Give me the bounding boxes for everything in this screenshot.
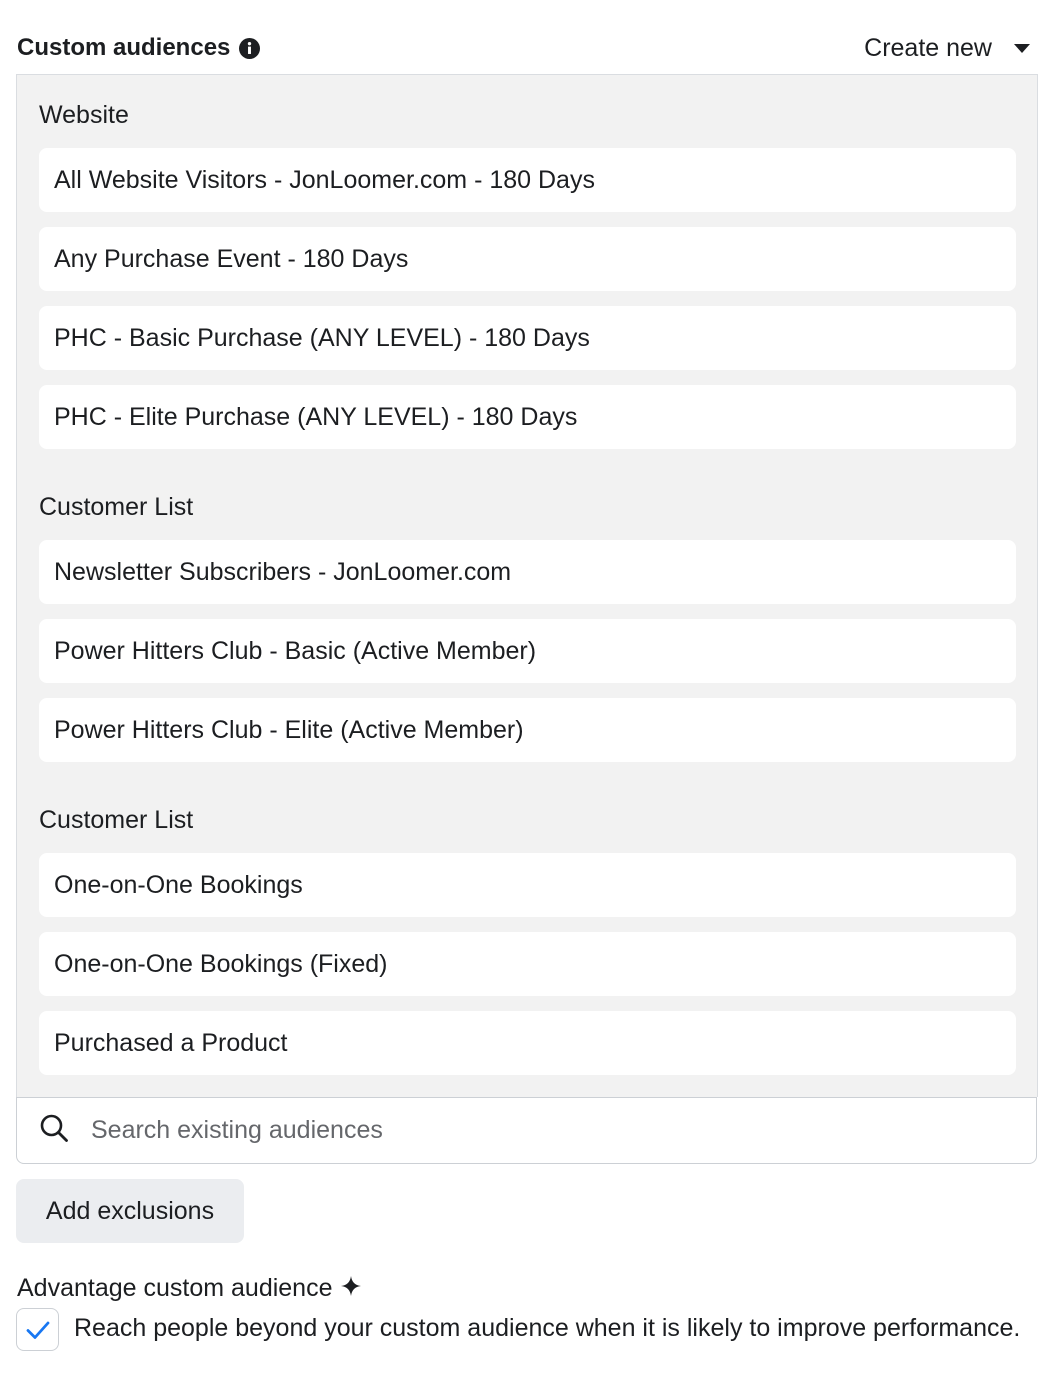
audience-option[interactable]: Power Hitters Club - Elite (Active Member) [39,698,1016,762]
group-label-customer-list: Customer List [39,493,194,521]
audience-option[interactable]: Power Hitters Club - Basic (Active Member) [39,619,1016,683]
checkmark-icon [25,1317,51,1343]
add-exclusions-button[interactable]: Add exclusions [16,1179,244,1243]
audience-option[interactable]: PHC - Basic Purchase (ANY LEVEL) - 180 Days [39,306,1016,370]
advantage-title-text: Advantage custom audience [17,1274,333,1302]
audience-option[interactable]: One-on-One Bookings (Fixed) [39,932,1016,996]
caret-down-icon [1014,44,1030,53]
advantage-checkbox-label: Reach people beyond your custom audience when it is likely to improve performance. [74,1314,1021,1342]
section-title-text: Custom audiences [17,34,231,61]
info-icon[interactable] [239,38,260,59]
custom-audiences-header [17,28,1040,70]
group-label-customer-list: Customer List [39,806,194,834]
audience-option[interactable]: Purchased a Product [39,1011,1016,1075]
audience-option[interactable]: All Website Visitors - JonLoomer.com - 180 Days [39,148,1016,212]
group-label-website: Website [39,101,129,129]
create-new-dropdown[interactable] [864,28,1040,68]
create-new-label: Create new [864,33,992,62]
audience-option[interactable]: Any Purchase Event - 180 Days [39,227,1016,291]
advantage-checkbox[interactable] [16,1308,59,1351]
search-input[interactable] [89,1115,973,1146]
sparkle-icon [333,1274,361,1303]
section-title [17,34,260,62]
advantage-title [17,1274,361,1303]
audience-list[interactable] [16,74,1038,1097]
search-box[interactable] [16,1097,1037,1164]
audience-option[interactable]: Newsletter Subscribers - JonLoomer.com [39,540,1016,604]
audience-option[interactable]: PHC - Elite Purchase (ANY LEVEL) - 180 Days [39,385,1016,449]
search-icon [17,1113,69,1148]
audience-option[interactable]: One-on-One Bookings [39,853,1016,917]
